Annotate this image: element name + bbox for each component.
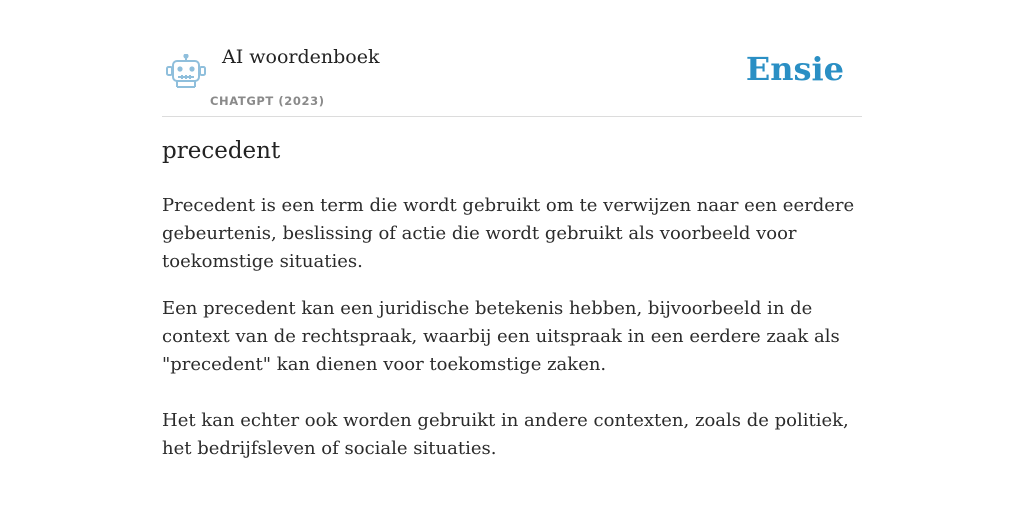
source-subtitle: CHATGPT (2023) (210, 94, 325, 108)
definition-paragraph: Precedent is een term die wordt gebruikt om te verwijzen naar een eerdere gebeurtenis, beslissing of actie die wordt gebruikt als voorbeeld voor toekomstige situaties. (162, 195, 855, 272)
source-title[interactable]: AI woordenboek (222, 46, 380, 68)
definition (162, 192, 867, 482)
entry-term: precedent (162, 138, 281, 164)
definition-paragraph: Een precedent kan een juridische betekenis hebben, bijvoorbeeld in de context van de rechtspraak, waarbij een uitspraak in een eerdere zaak als "precedent" kan dienen voor toekomstige zaken. (162, 298, 840, 375)
entry-header (162, 40, 862, 117)
brand-logo[interactable]: Ensie (745, 50, 844, 88)
definition-paragraph: Het kan echter ook worden gebruikt in andere contexten, zoals de politiek, het bedrijfsleven of sociale situaties. (162, 410, 849, 459)
robot-icon (166, 54, 206, 88)
